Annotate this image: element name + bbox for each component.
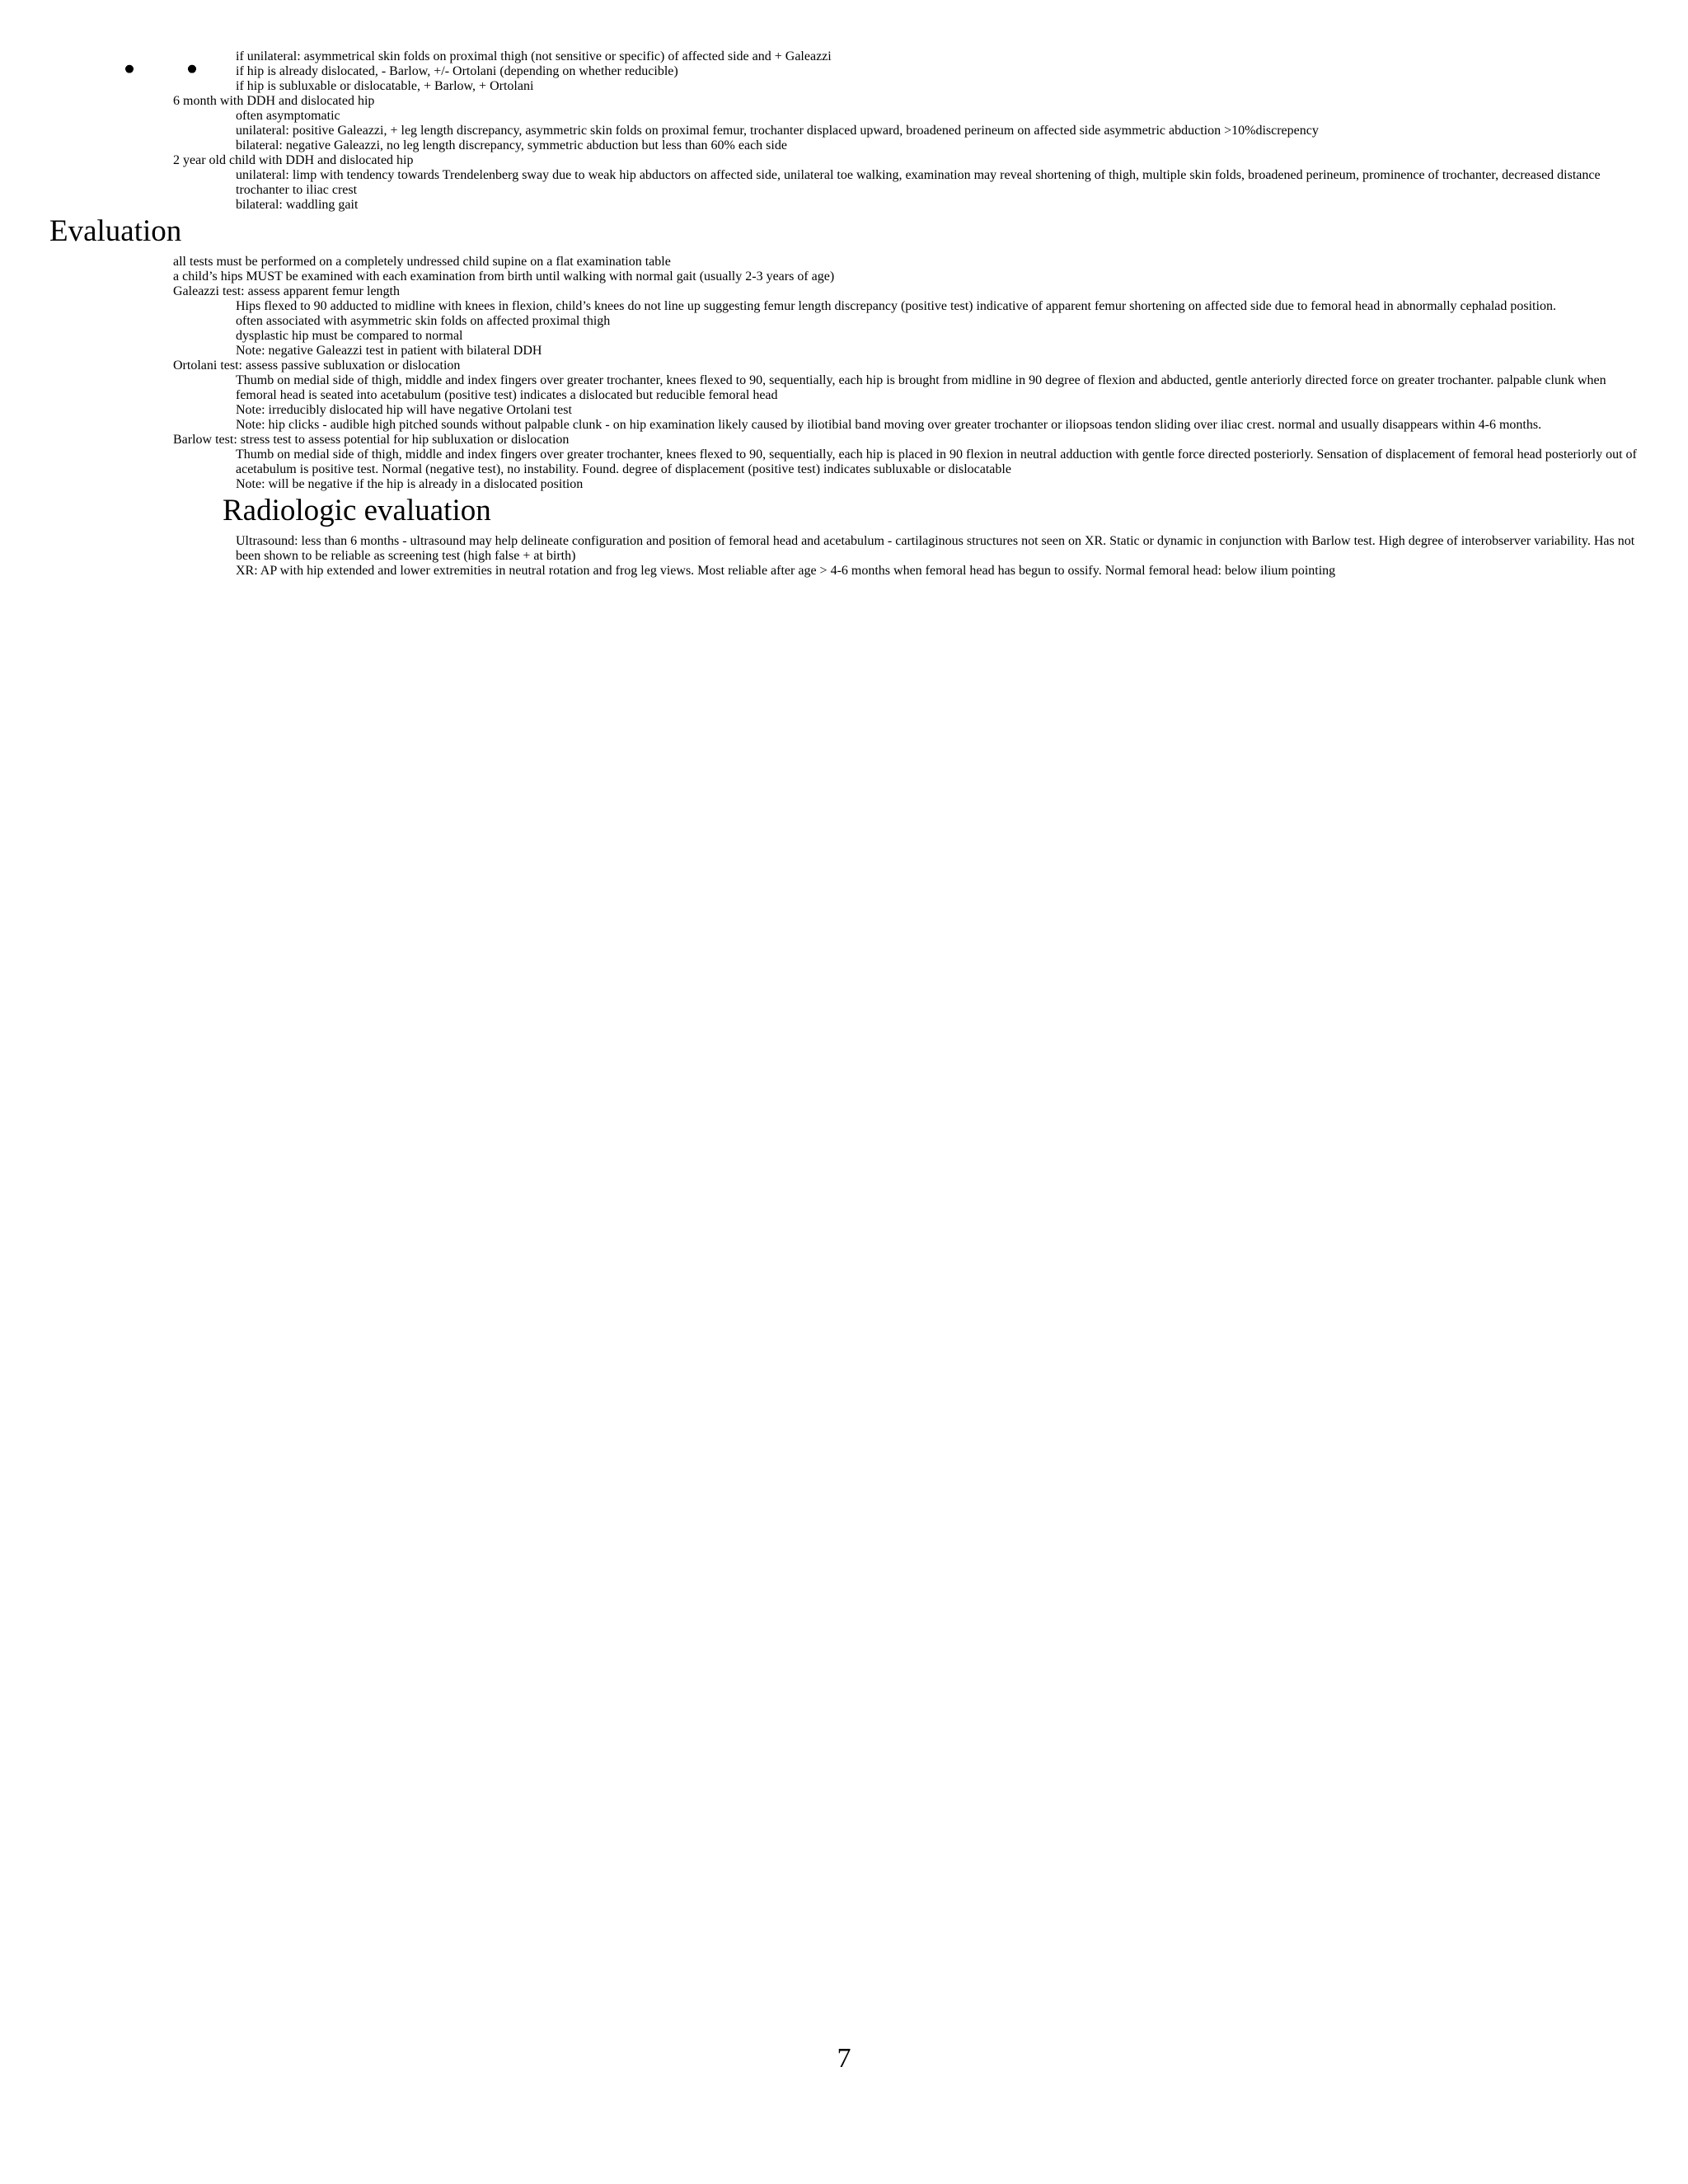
- bullet-item: • 6 month with DDH and dislocated hip: [0, 94, 1688, 109]
- bullet-item: • Ortolani test: assess passive subluxation or dislocation: [0, 359, 1688, 373]
- sub-bullet-item: • Note: hip clicks - audible high pitched sounds without palpable clunk - on hip examination likely caused by iliotibial band moving over greater trochanter or iliopsoas tendon sliding over iliac crest. normal and usually disappears within 4-6 months.: [0, 418, 1688, 433]
- sub-bullet-item: • often associated with asymmetric skin folds on affected proximal thigh: [0, 314, 1688, 329]
- sub-bullet-item: • XR: AP with hip extended and lower extremities in neutral rotation and frog leg views. Most reliable after age > 4-6 months when femoral head has begun to ossify. Normal femoral head: below ilium pointing: [0, 564, 1688, 579]
- sub-bullet-item: • Hips flexed to 90 adducted to midline with knees in flexion, child’s knees do not line up suggesting femur length discrepancy (positive test) indicative of apparent femur shortening on affected side due to femoral head in abnormally cephalad position.: [0, 299, 1688, 314]
- bullet-item: • all tests must be performed on a completely undressed child supine on a flat examination table: [0, 255, 1688, 269]
- bullet-item: • Galeazzi test: assess apparent femur length: [0, 284, 1688, 299]
- sub-bullet-item: • unilateral: limp with tendency towards Trendelenberg sway due to weak hip abductors on affected side, unilateral toe walking, examination may reveal shortening of thigh, multiple skin folds, broadened perineum, prominence of trochanter, decreased distance trochanter to iliac crest: [0, 168, 1688, 198]
- bullet-item: • 2 year old child with DDH and dislocated hip: [0, 153, 1688, 168]
- page-number: 7: [837, 2043, 851, 2074]
- sub-bullet-item: • bilateral: negative Galeazzi, no leg length discrepancy, symmetric abduction but less than 60% each side: [0, 138, 1688, 153]
- sub-bullet-item: • Note: irreducibly dislocated hip will have negative Ortolani test: [0, 403, 1688, 418]
- sub-bullet-item: • if hip is already dislocated, - Barlow, +/- Ortolani (depending on whether reducible): [0, 64, 1688, 79]
- document-body: [0, 49, 1688, 579]
- sub-bullet-item: • unilateral: positive Galeazzi, + leg length discrepancy, asymmetric skin folds on proximal femur, trochanter displaced upward, broadened perineum on affected side asymmetric abduction >10%discrepency: [0, 124, 1688, 138]
- sub-bullet-item: • Thumb on medial side of thigh, middle and index fingers over greater trochanter, knees flexed to 90, sequentially, each hip is placed in 90 flexion in neutral adduction with gentle force directed posteriorly. Sensation of displacement of femoral head posteriorly out of acetabulum is positive test. Normal (negative test), no instability. Found. degree of displacement (positive test) indicates subluxable or dislocatable: [0, 448, 1688, 477]
- bullet-item: • a child’s hips MUST be examined with each examination from birth until walking with normal gait (usually 2-3 years of age): [0, 269, 1688, 284]
- sub-bullet-item: • Note: negative Galeazzi test in patient with bilateral DDH: [0, 344, 1688, 359]
- bullet-item: • Barlow test: stress test to assess potential for hip subluxation or dislocation: [0, 433, 1688, 448]
- sub-bullet-item: • Thumb on medial side of thigh, middle and index fingers over greater trochanter, knees flexed to 90, sequentially, each hip is brought from midline in 90 degree of flexion and abducted, gentle anteriorly directed force on greater trochanter. palpable clunk when femoral head is seated into acetabulum (positive test) indicates a dislocated but reducible femoral head: [0, 373, 1688, 403]
- sub-bullet-item: • Ultrasound: less than 6 months - ultrasound may help delineate configuration and position of femoral head and acetabulum - cartilaginous structures not seen on XR. Static or dynamic in conjunction with Barlow test. High degree of interobserver variability. Has not been shown to be reliable as screening test (high false + at birth): [0, 534, 1688, 564]
- sub-bullet-item: • often asymptomatic: [0, 109, 1688, 124]
- sub-bullet-item: • if hip is subluxable or dislocatable, + Barlow, + Ortolani: [0, 79, 1688, 94]
- section-heading: Evaluation: [49, 214, 182, 248]
- sub-bullet-item: • if unilateral: asymmetrical skin folds on proximal thigh (not sensitive or specific) of affected side and + Galeazzi: [0, 49, 1688, 64]
- sub-bullet-item: • Note: will be negative if the hip is already in a dislocated position: [0, 477, 1688, 492]
- subsection-heading: Radiologic evaluation: [223, 494, 491, 527]
- sub-bullet-item: • bilateral: waddling gait: [0, 198, 1688, 213]
- sub-bullet-item: • dysplastic hip must be compared to normal: [0, 329, 1688, 344]
